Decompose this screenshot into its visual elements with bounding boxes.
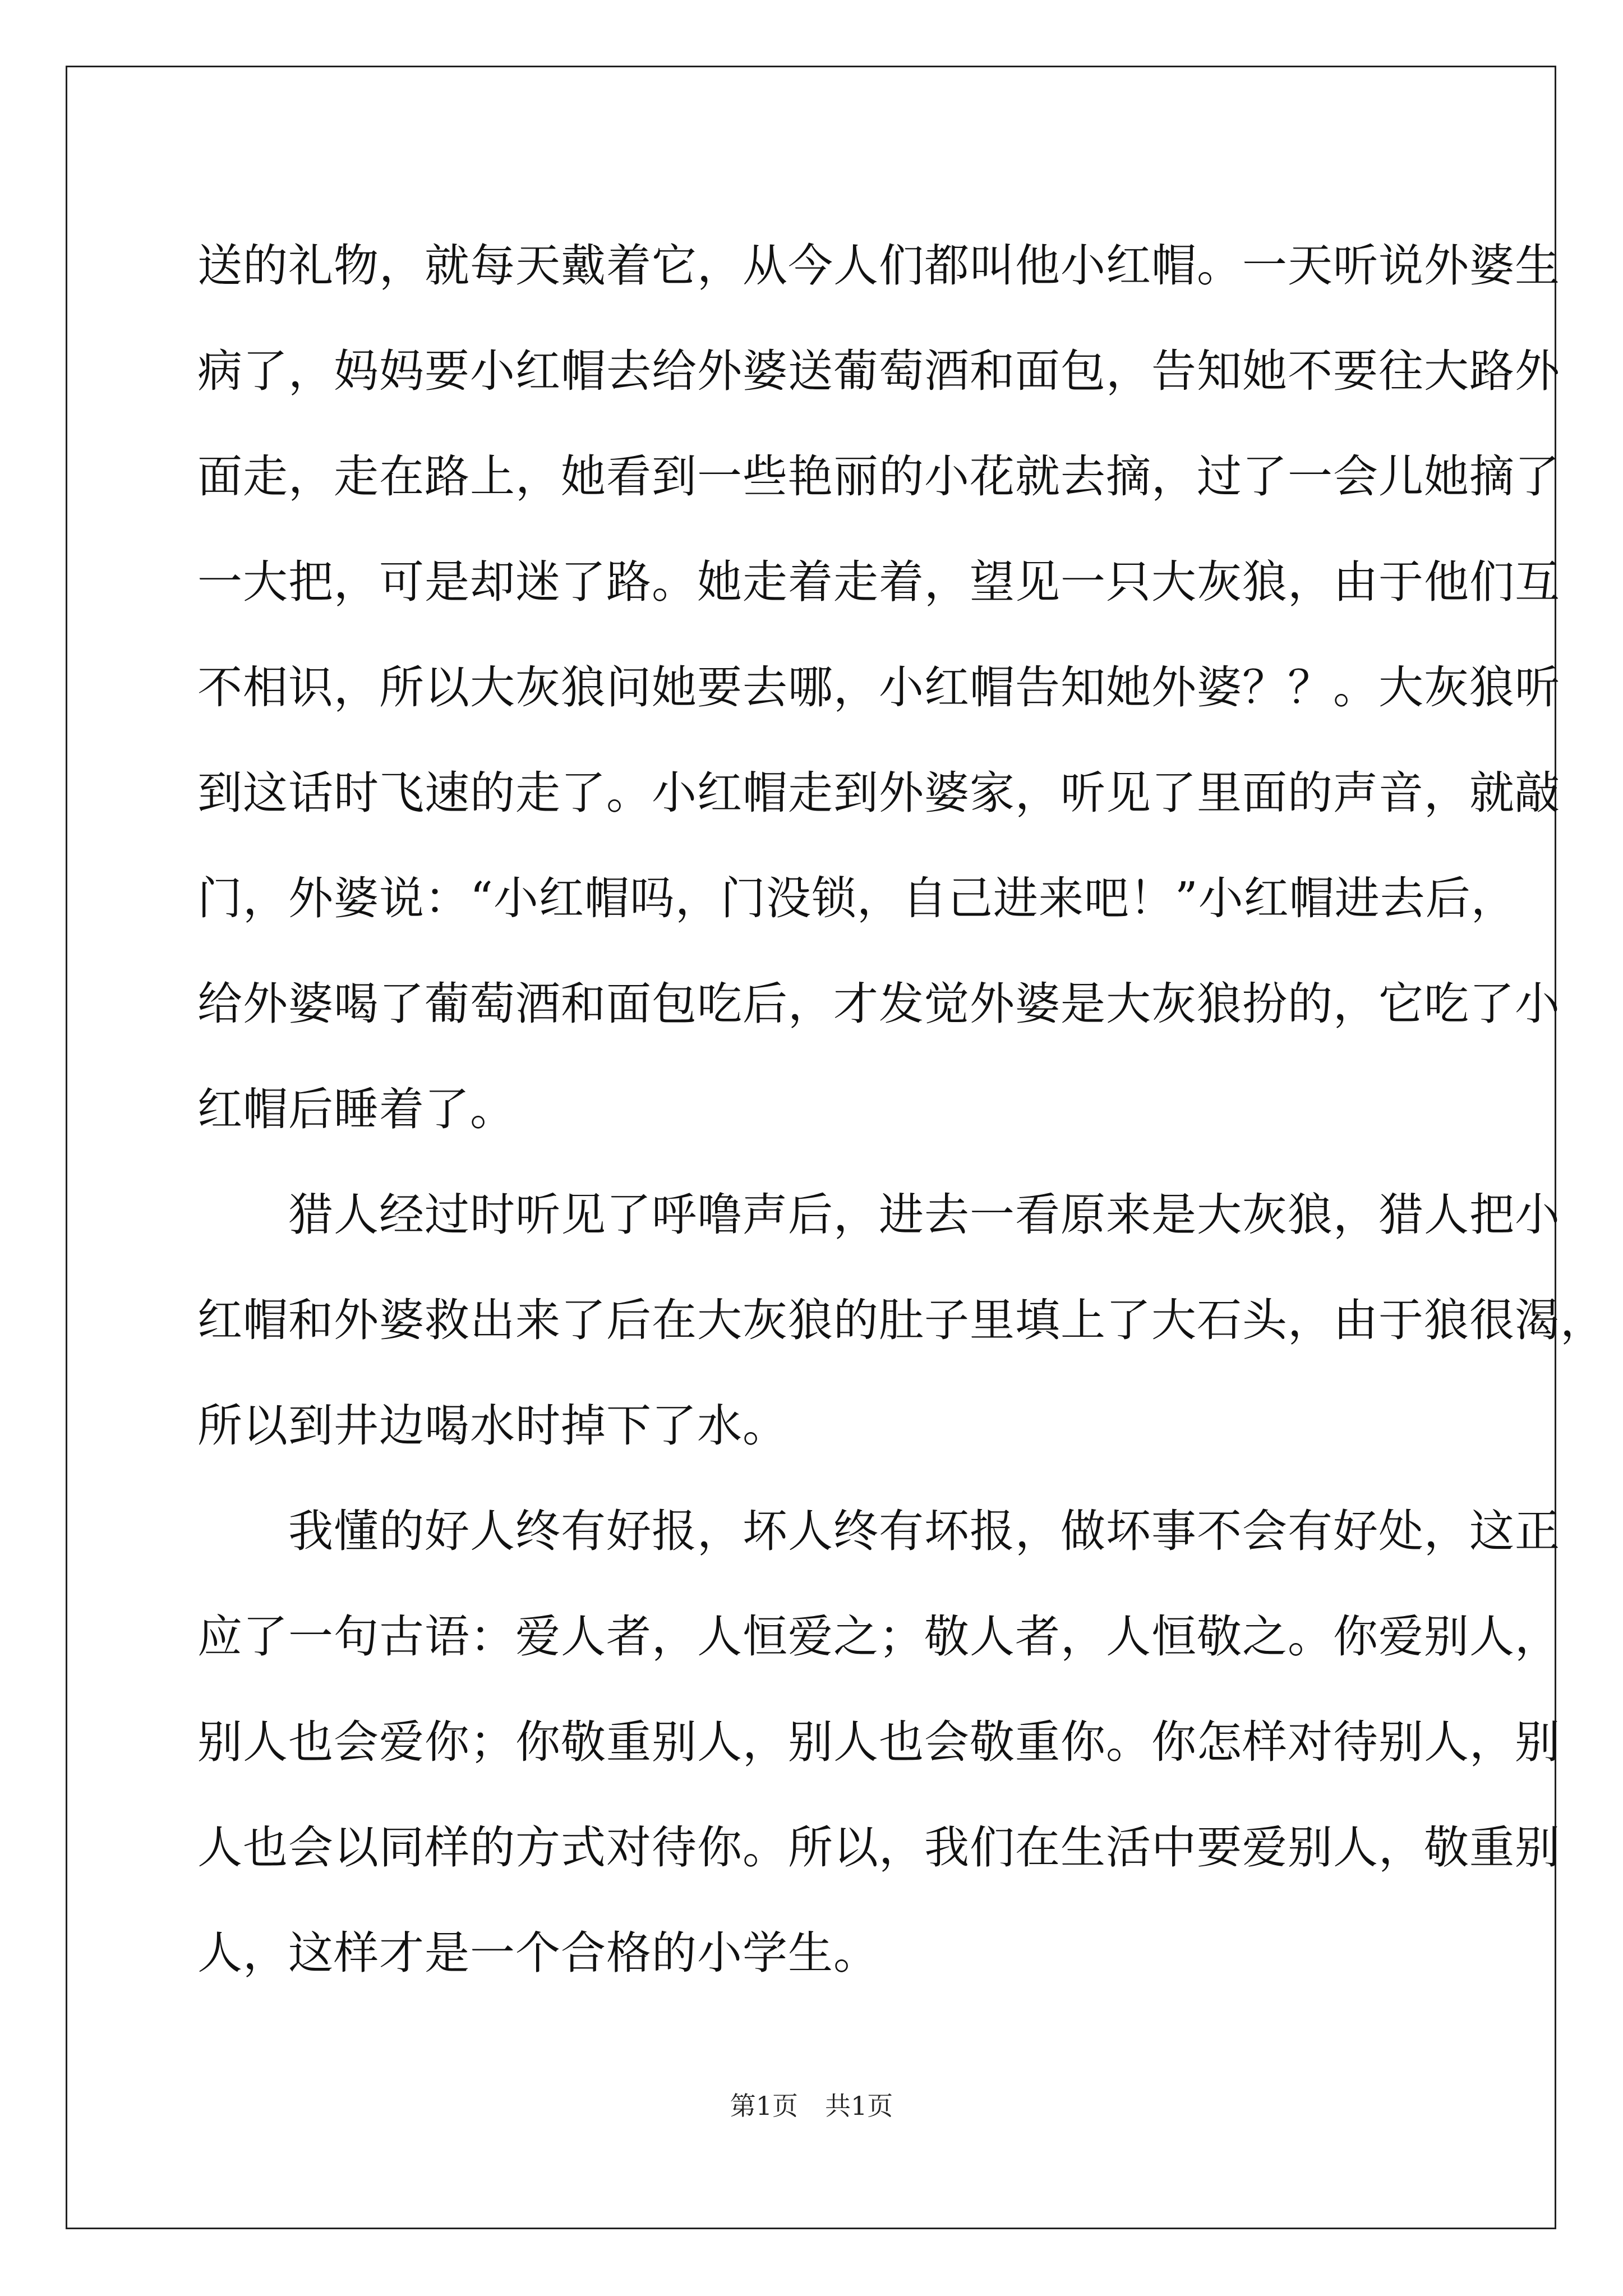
- paragraph-2: [197, 1162, 1606, 1479]
- text-line: 所以到井边喝水时掉下了水。: [197, 1400, 788, 1452]
- text-line: 人也会以同样的方式对待你。所以，我们在生活中要爱别人，敬重别: [197, 1821, 1560, 1874]
- text-line: 病了，妈妈要小红帽去给外婆送葡萄酒和面包，告知她不要往大路外: [197, 345, 1560, 397]
- paragraph-3: [197, 1479, 1560, 2006]
- page-footer: [0, 2086, 1623, 2123]
- page-total: 共1页: [825, 2091, 893, 2121]
- text-line: 别人也会爱你；你敬重别人，别人也会敬重你。你怎样对待别人，别: [197, 1716, 1560, 1768]
- text-line: 送的礼物，就每天戴着它，从今人们都叫他小红帽。一天听说外婆生: [197, 240, 1560, 292]
- paragraph-1: [197, 213, 1560, 1162]
- page-number: 第1页: [730, 2091, 798, 2121]
- text-line: 红帽和外婆救出来了后在大灰狼的肚子里填上了大石头，由于狼很渴，: [197, 1294, 1606, 1346]
- text-line: 到这话时飞速的走了。小红帽走到外婆家，听见了里面的声音，就敲: [197, 767, 1560, 819]
- text-line: 一大把，可是却迷了路。她走着走着，望见一只大灰狼，由于他们互: [197, 556, 1560, 608]
- text-line: 红帽后睡着了。: [197, 1083, 515, 1135]
- text-line: 面走，走在路上，她看到一些艳丽的小花就去摘，过了一会儿她摘了: [197, 450, 1560, 503]
- text-line: 猎人经过时听见了呼噜声后，进去一看原来是大灰狼，猎人把小: [288, 1189, 1560, 1241]
- text-line: 给外婆喝了葡萄酒和面包吃后，才发觉外婆是大灰狼扮的，它吃了小: [197, 978, 1560, 1030]
- text-line: 我懂的好人终有好报，坏人终有坏报，做坏事不会有好处，这正: [288, 1505, 1560, 1557]
- text-line: 不相识，所以大灰狼问她要去哪，小红帽告知她外婆？？。大灰狼听: [197, 661, 1560, 714]
- text-line: 应了一句古语：爱人者，人恒爱之；敬人者，人恒敬之。你爱别人，: [197, 1611, 1560, 1663]
- text-line: 门，外婆说：“小红帽吗，门没锁，自己进来吧！”小红帽进去后，: [197, 872, 1516, 924]
- text-line: 人，这样才是一个合格的小学生。: [197, 1927, 879, 1979]
- document-body: [197, 213, 1606, 2006]
